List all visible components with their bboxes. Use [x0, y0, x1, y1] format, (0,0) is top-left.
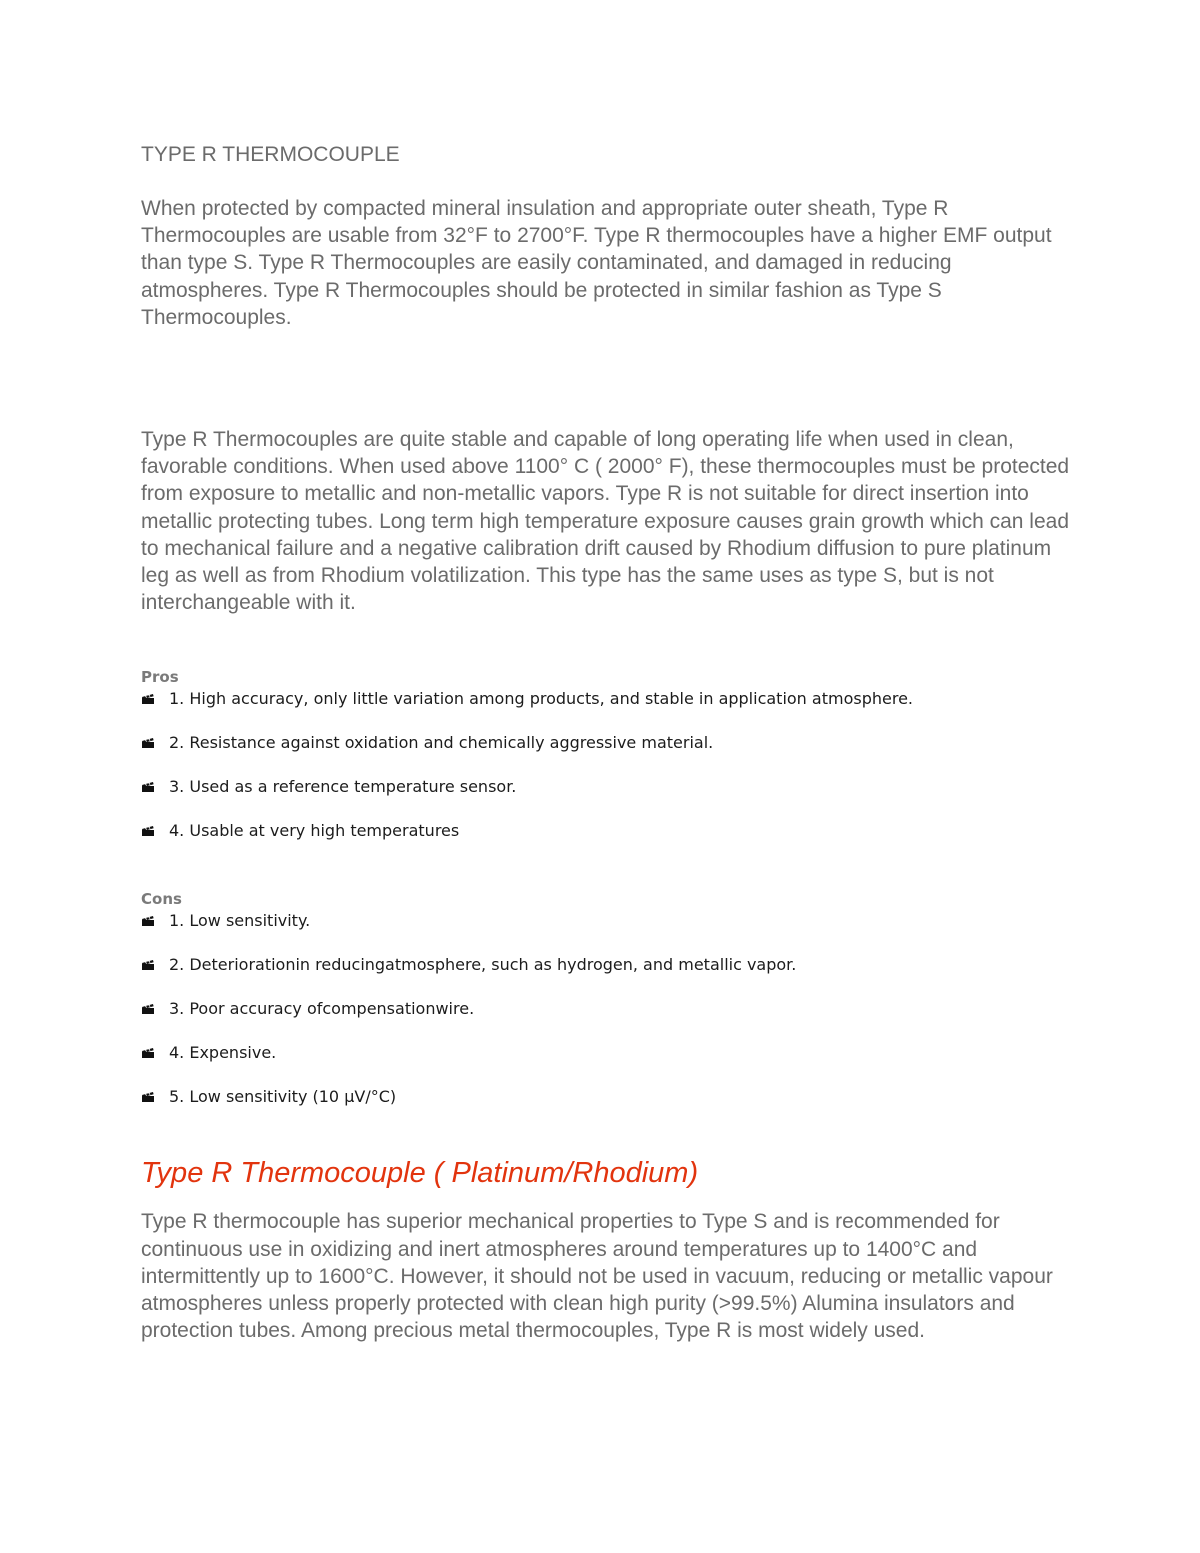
paragraph-properties: Type R thermocouple has superior mechanical properties to Type S and is recommended for continuous use in oxidizing and inert atmospheres around temperatures up to 1400°C and intermittently up to 1600°C. However, it should not be used in vacuum, reducing or metallic vapour atmospheres unless properly protected with clean high purity (>99.5%) Alumina insulators and protection tubes. Among precious metal thermocouples, Type R is most widely used. [141, 1210, 1053, 1343]
document-page [141, 141, 1071, 1344]
clapperboard-icon [141, 781, 155, 793]
list-item [141, 1086, 1071, 1108]
clapperboard-icon [141, 1047, 155, 1059]
cons-section [141, 888, 1071, 1108]
clapperboard-icon [141, 693, 155, 705]
clapperboard-icon [141, 1003, 155, 1015]
clapperboard-icon [141, 915, 155, 927]
list-item [141, 954, 1071, 976]
cons-label: Cons [141, 890, 182, 909]
list-item [141, 688, 1071, 710]
list-item [141, 820, 1071, 842]
pros-item-text: 4. Usable at very high temperatures [169, 821, 460, 841]
pros-item-text: 2. Resistance against oxidation and chemically aggressive material. [169, 733, 714, 753]
list-item [141, 998, 1071, 1020]
pros-list [141, 688, 1071, 842]
pros-item-text: 1. High accuracy, only little variation among products, and stable in application atmosphere. [169, 689, 913, 709]
pros-item-text: 3. Used as a reference temperature sensor. [169, 777, 517, 797]
paragraph-stability: Type R Thermocouples are quite stable and capable of long operating life when used in clean, favorable conditions. When used above 1100° C ( 2000° F), these thermocouples must be protected from exposure to metallic and non-metallic vapors. Type R is not suitable for direct insertion into metallic protecting tubes. Long term high temperature exposure causes grain growth which can lead to mechanical failure and a negative calibration drift caused by Rhodium diffusion to pure platinum leg as well as from Rhodium volatilization. This type has the same uses as type S, but is not interchangeable with it. [141, 428, 1070, 615]
list-item [141, 1042, 1071, 1064]
pros-label: Pros [141, 668, 179, 687]
section-heading: Type R Thermocouple ( Platinum/Rhodium) [141, 1157, 699, 1190]
clapperboard-icon [141, 737, 155, 749]
pros-section [141, 666, 1071, 842]
clapperboard-icon [141, 959, 155, 971]
list-item [141, 732, 1071, 754]
list-item [141, 910, 1071, 932]
cons-item-text: 2. Deteriorationin reducingatmosphere, such as hydrogen, and metallic vapor. [169, 955, 797, 975]
cons-item-text: 4. Expensive. [169, 1043, 277, 1063]
cons-list [141, 910, 1071, 1108]
document-title: TYPE R THERMOCOUPLE [141, 143, 400, 166]
cons-item-text: 3. Poor accuracy ofcompensationwire. [169, 999, 475, 1019]
clapperboard-icon [141, 825, 155, 837]
list-item [141, 776, 1071, 798]
cons-item-text: 5. Low sensitivity (10 µV/°C) [169, 1087, 397, 1107]
paragraph-intro: When protected by compacted mineral insulation and appropriate outer sheath, Type R Thermocouples are usable from 32°F to 2700°F. Type R thermocouples have a higher EMF output than type S. Type R Thermocouples are easily contaminated, and damaged in reducing atmospheres. Type R Thermocouples should be protected in similar fashion as Type S Thermocouples. [141, 197, 1052, 329]
cons-item-text: 1. Low sensitivity. [169, 911, 311, 931]
clapperboard-icon [141, 1091, 155, 1103]
